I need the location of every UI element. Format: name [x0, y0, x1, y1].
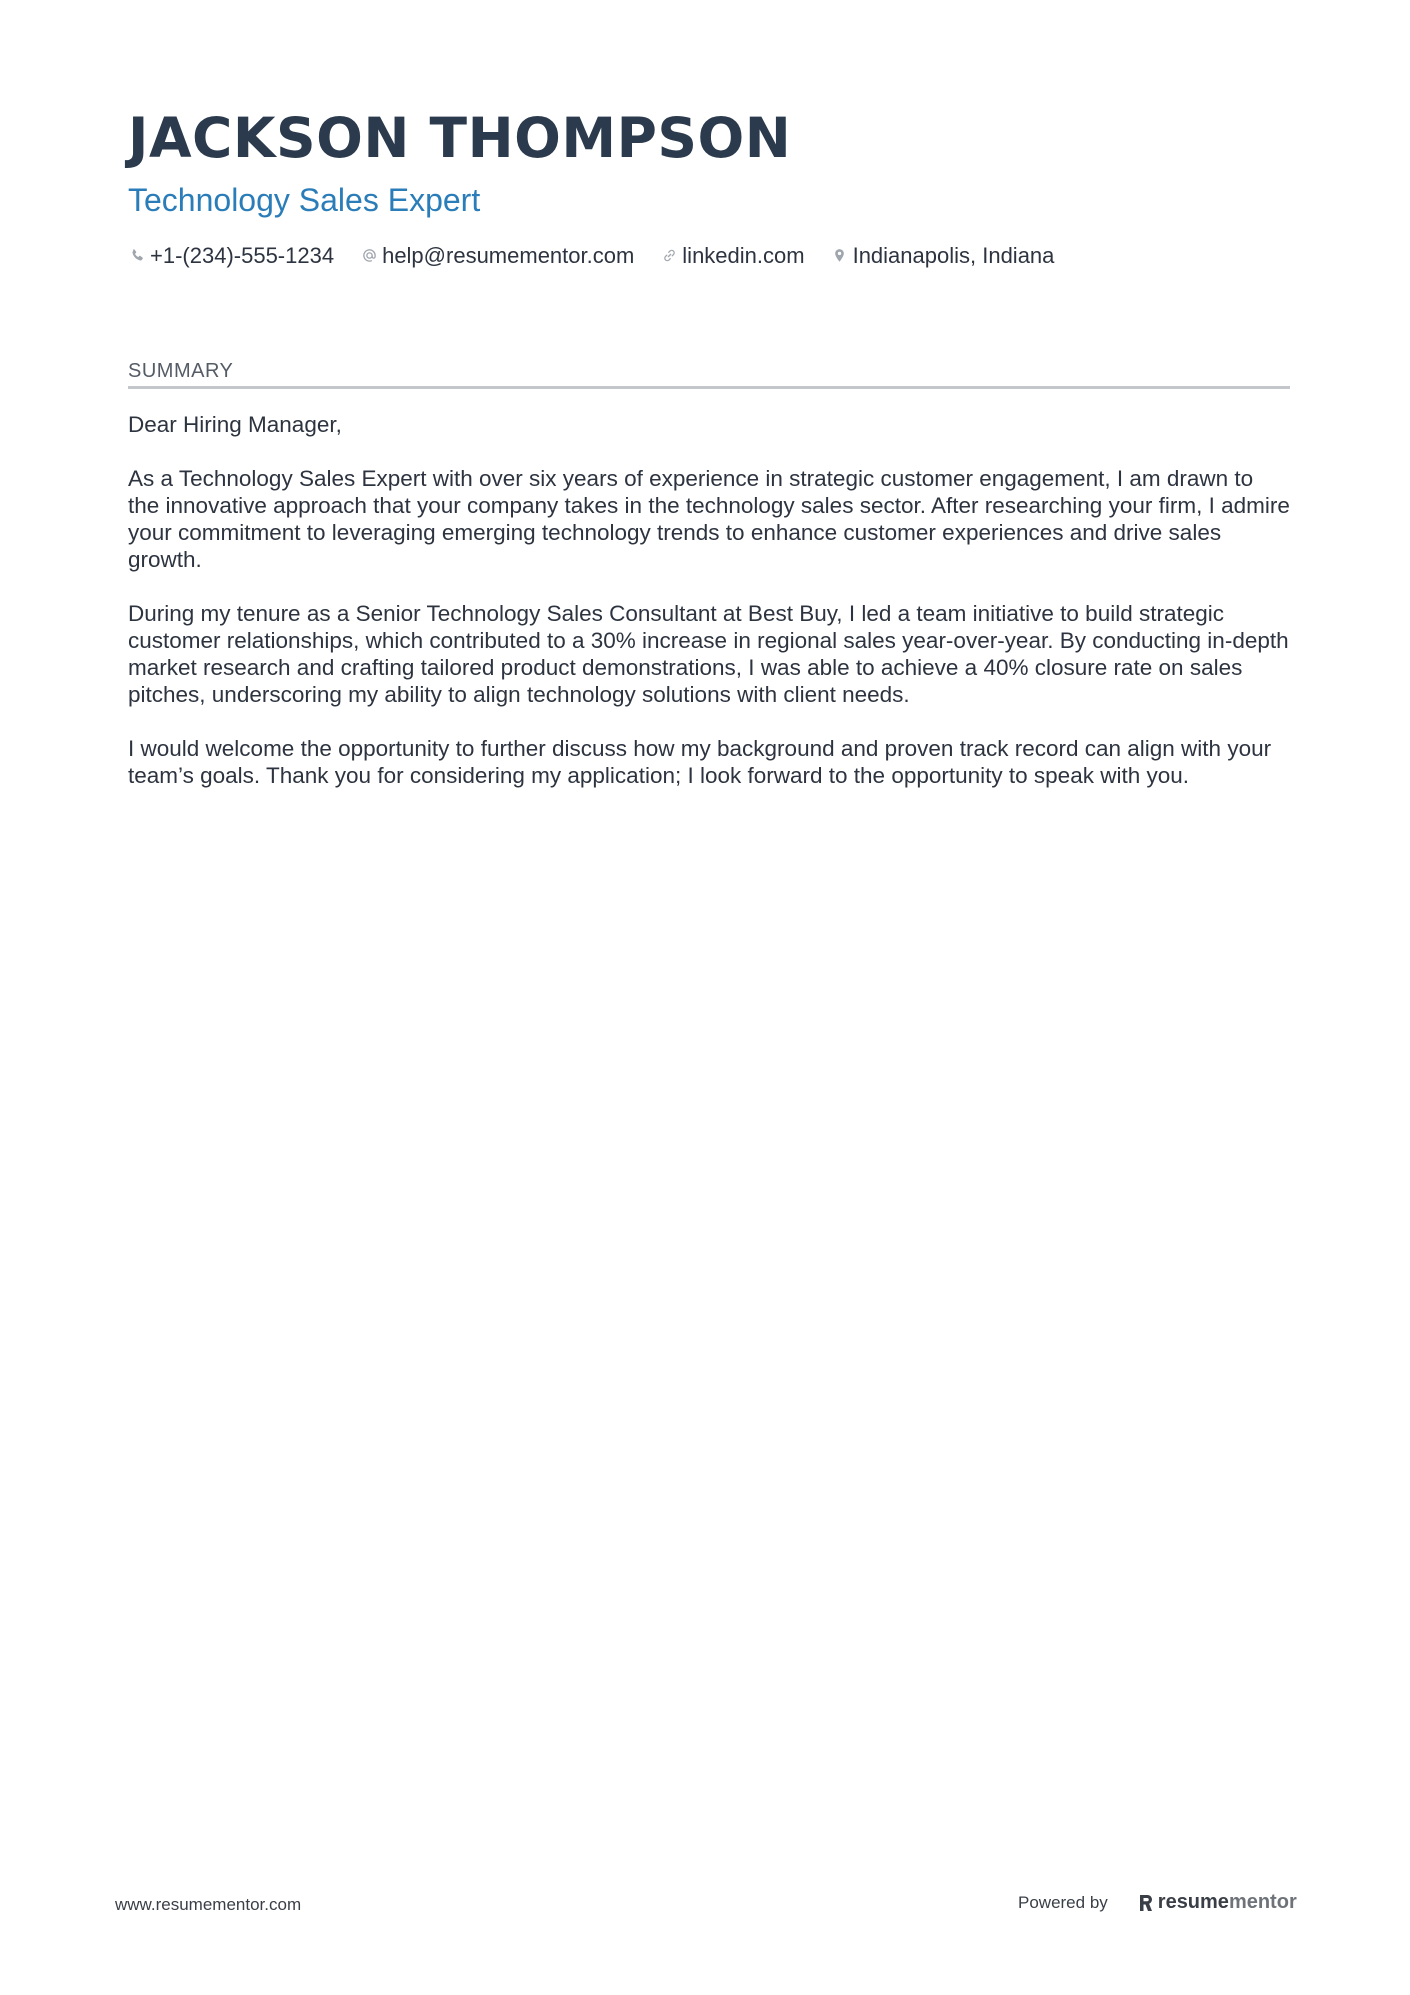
section-heading: SUMMARY	[128, 360, 1290, 389]
brand-logo-link[interactable]	[1138, 1891, 1297, 1914]
powered-by-label: Powered by	[1018, 1892, 1108, 1912]
phone-text: +1-(234)-555-1234	[150, 242, 335, 268]
letter-paragraph: As a Technology Sales Expert with over six years of experience in strategic customer engagement, I am drawn to the innovative approach that your company takes in the technology sales sector. After researching your firm, I admire your commitment to leveraging emerging technology trends to enhance customer experiences and drive sales growth.	[128, 466, 1290, 572]
candidate-role: Technology Sales Expert	[128, 181, 481, 218]
contact-email[interactable]	[360, 243, 634, 269]
location-pin-icon	[831, 247, 849, 265]
link-icon	[660, 247, 678, 265]
email-link[interactable]: help@resumementor.com	[382, 242, 635, 268]
summary-section	[128, 360, 1290, 816]
resumementor-logo-icon	[1138, 1893, 1154, 1913]
contact-phone	[128, 243, 334, 269]
brand-name-bold: resume	[1157, 1891, 1229, 1913]
phone-icon	[128, 247, 146, 265]
brand-name-light: mentor	[1228, 1891, 1297, 1913]
letter-paragraph: During my tenure as a Senior Technology Sales Consultant at Best Buy, I led a team initiative to build strategic customer relationships, which contributed to a 30% increase in regional sales year-over-year. By conducting in-depth market research and crafting tailored product demonstrations, I was able to achieve a 40% closure rate on sales pitches, underscoring my ability to align technology solutions with client needs.	[128, 601, 1289, 707]
location-text: Indianapolis, Indiana	[852, 242, 1055, 268]
footer-website-link[interactable]: www.resumementor.com	[115, 1895, 302, 1914]
website-link[interactable]: linkedin.com	[682, 242, 805, 268]
letter-paragraph: I would welcome the opportunity to further discuss how my background and proven track record can align with your team’s goals. Thank you for considering my application; I look forward to the opportunity to speak with you.	[128, 736, 1272, 788]
contact-bar	[128, 243, 1288, 269]
candidate-name: JACKSON THOMPSON	[128, 106, 792, 170]
at-sign-icon	[360, 247, 378, 265]
footer-branding	[1018, 1891, 1297, 1914]
header	[128, 108, 1288, 269]
contact-website[interactable]	[660, 243, 804, 269]
contact-location	[831, 243, 1055, 269]
letter-greeting: Dear Hiring Manager,	[128, 412, 342, 437]
cover-letter-body	[128, 411, 1290, 789]
